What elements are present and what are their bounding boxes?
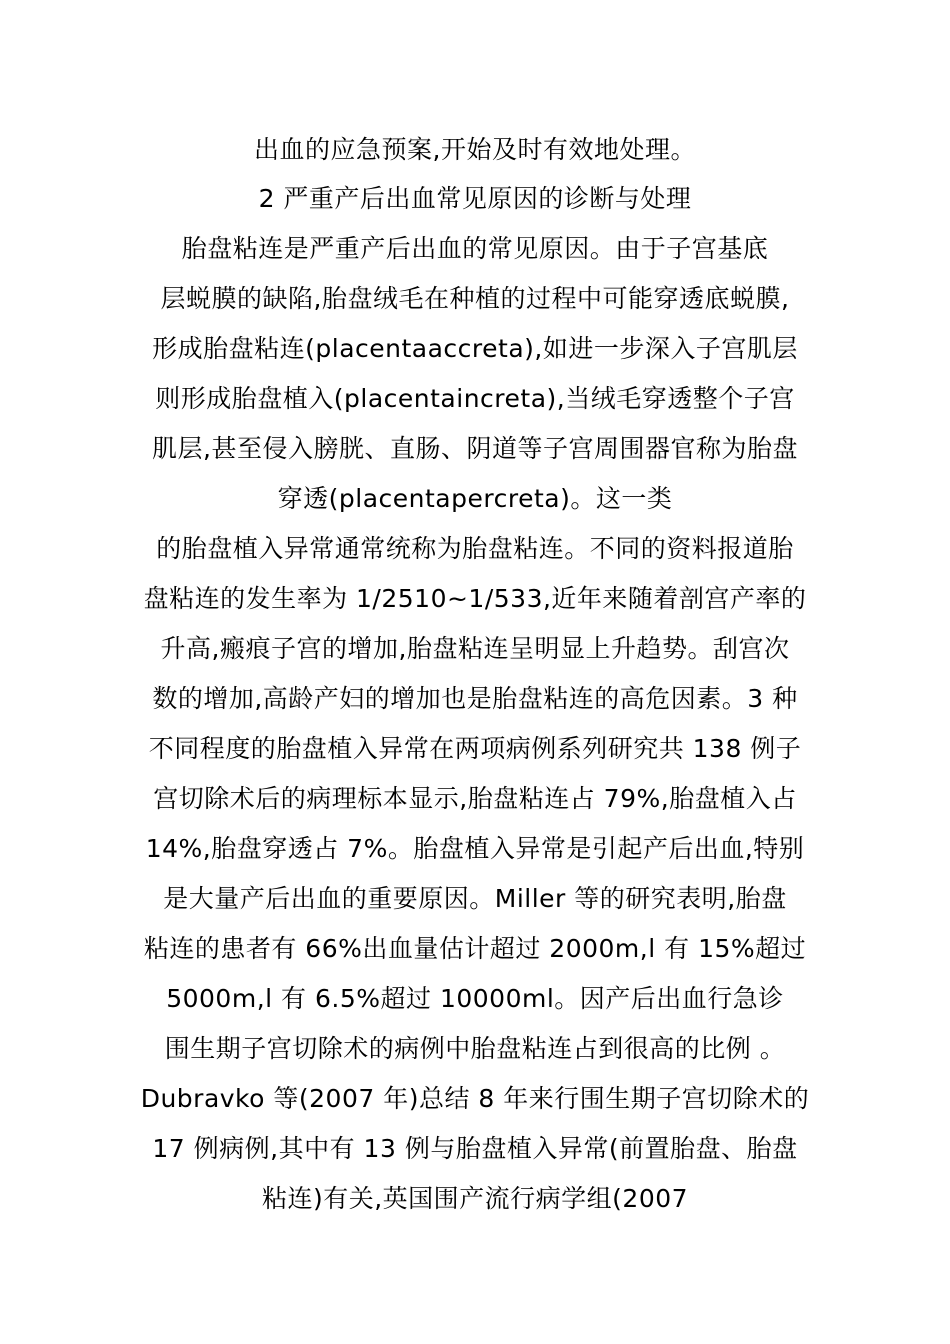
- text-line: 盘粘连的发生率为 1/2510~1/533,近年来随着剖宫产率的: [143, 584, 807, 613]
- text-line: Dubravko 等(2007 年)总结 8 年来行围生期子宫切除术的: [140, 1084, 810, 1113]
- text-line: 5000m,l 有 6.5%超过 10000ml。因产后出血行急诊: [166, 984, 784, 1013]
- text-line: 不同程度的胎盘植入异常在两项病例系列研究共 138 例子: [148, 734, 802, 763]
- text-line: 17 例病例,其中有 13 例与胎盘植入异常(前置胎盘、胎盘: [152, 1134, 798, 1163]
- text-line: 升高,瘢痕子宫的增加,胎盘粘连呈明显上升趋势。刮宫次: [160, 634, 790, 663]
- text-line: 胎盘粘连是严重产后出血的常见原因。由于子宫基底: [181, 234, 769, 263]
- section-heading: 2 严重产后出血常见原因的诊断与处理: [258, 184, 692, 213]
- text-line: 数的增加,高龄产妇的增加也是胎盘粘连的高危因素。3 种: [152, 684, 798, 713]
- text-line: 穿透(placentapercreta)。这一类: [277, 484, 673, 513]
- text-line: 形成胎盘粘连(placentaaccreta),如进一步深入子宫肌层: [152, 334, 798, 363]
- text-line: 粘连)有关,英国围产流行病学组(2007: [261, 1184, 689, 1213]
- text-line: 的胎盘植入异常通常统称为胎盘粘连。不同的资料报道胎: [156, 534, 794, 563]
- text-line: 宫切除术后的病理标本显示,胎盘粘连占 79%,胎盘植入占: [153, 784, 797, 813]
- text-line: 是大量产后出血的重要原因。Miller 等的研究表明,胎盘: [163, 884, 787, 913]
- text-line: 出血的应急预案,开始及时有效地处理。: [254, 135, 696, 164]
- text-line: 层蜕膜的缺陷,胎盘绒毛在种植的过程中可能穿透底蜕膜,: [160, 284, 790, 313]
- text-line: 围生期子宫切除术的病例中胎盘粘连占到很高的比例 。: [164, 1034, 786, 1063]
- text-line: 肌层,甚至侵入膀胱、直肠、阴道等子宫周围器官称为胎盘: [152, 434, 798, 463]
- text-line: 则形成胎盘植入(placentaincreta),当绒毛穿透整个子宫: [155, 384, 795, 413]
- text-line: 粘连的患者有 66%出血量估计超过 2000m,l 有 15%超过: [143, 934, 807, 963]
- text-line: 14%,胎盘穿透占 7%。胎盘植入异常是引起产后出血,特别: [145, 834, 805, 863]
